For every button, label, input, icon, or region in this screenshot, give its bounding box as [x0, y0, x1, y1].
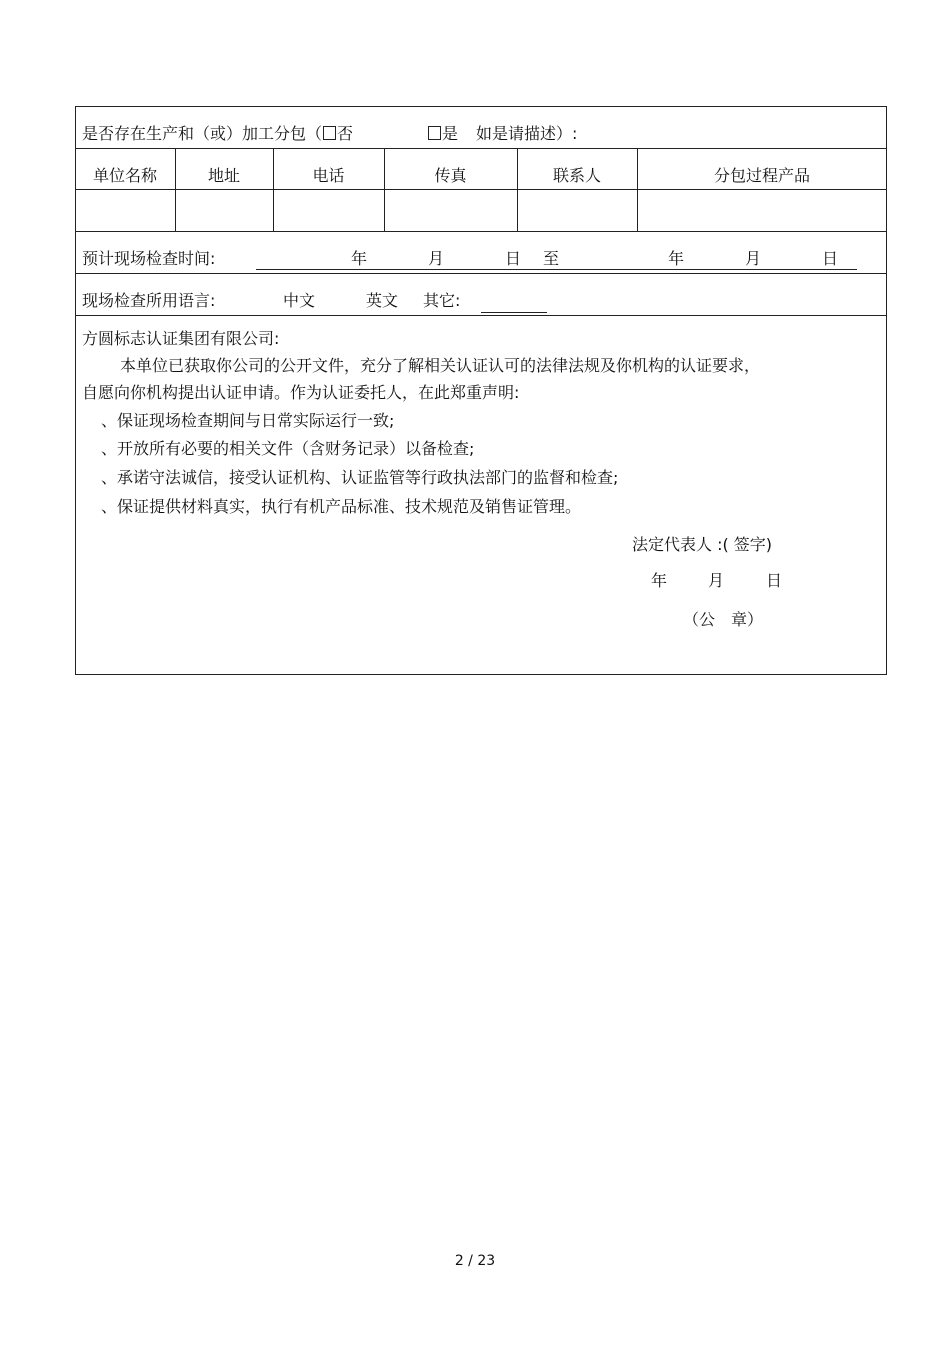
- divider: [75, 315, 887, 316]
- signature-date-year: 年: [651, 571, 668, 590]
- divider: [75, 273, 887, 274]
- divider: [75, 148, 887, 149]
- cell-fax[interactable]: [385, 190, 517, 231]
- declaration-item-1: 、保证现场检查期间与日常实际运行一致;: [101, 411, 395, 430]
- declaration-addressee: 方圆标志认证集团有限公司:: [82, 329, 280, 348]
- option-yes-label: 是: [442, 124, 459, 143]
- header-phone: 电话: [312, 166, 345, 185]
- cell-contact[interactable]: [518, 190, 637, 231]
- language-label: 现场检查所用语言:: [82, 291, 216, 310]
- inspection-date-underline[interactable]: [256, 269, 857, 270]
- inspection-month-1: 月: [428, 249, 445, 268]
- inspection-year-2: 年: [668, 249, 685, 268]
- inspection-year-1: 年: [351, 249, 368, 268]
- subcontract-question-text: 是否存在生产和（或）加工分包（: [82, 124, 323, 143]
- language-other-label: 其它:: [423, 291, 461, 310]
- page-number: 2 / 23: [454, 1253, 496, 1269]
- declaration-paragraph-line-2: 自愿向你机构提出认证申请。作为认证委托人，在此郑重声明:: [82, 383, 520, 402]
- inspection-time-label: 预计现场检查时间:: [82, 249, 216, 268]
- language-other-field[interactable]: [481, 312, 547, 313]
- cell-address[interactable]: [176, 190, 273, 231]
- inspection-day-2: 日: [822, 249, 839, 268]
- header-fax: 传真: [434, 166, 467, 185]
- subcontract-yes: [428, 124, 458, 144]
- header-address: 地址: [207, 166, 240, 185]
- signature-date-month: 月: [708, 571, 725, 590]
- header-unit-name: 单位名称: [92, 166, 157, 185]
- official-seal-label: （公 章）: [683, 610, 764, 629]
- divider: [75, 231, 887, 232]
- header-subcontract-product: 分包过程产品: [713, 166, 810, 185]
- language-option-chinese[interactable]: 中文: [283, 291, 316, 310]
- subcontract-describe: 如是请描述）:: [476, 124, 578, 143]
- declaration-item-3: 、承诺守法诚信，接受认证机构、认证监管等行政执法部门的监督和检查;: [101, 468, 619, 487]
- inspection-day-1: 日: [505, 249, 522, 268]
- signature-date-day: 日: [766, 571, 783, 590]
- cell-unit-name[interactable]: [76, 190, 175, 231]
- language-option-english[interactable]: 英文: [366, 291, 399, 310]
- header-contact: 联系人: [552, 166, 601, 185]
- signature-label[interactable]: 法定代表人 :( 签字): [632, 535, 773, 554]
- inspection-month-2: 月: [745, 249, 762, 268]
- cell-phone[interactable]: [274, 190, 384, 231]
- cell-subcontract-product[interactable]: [638, 190, 886, 231]
- declaration-paragraph-line-1: 本单位已获取你公司的公开文件，充分了解相关认证认可的法律法规及你机构的认证要求，: [120, 356, 761, 375]
- checkbox-yes[interactable]: [428, 126, 441, 140]
- subcontract-question: [82, 124, 353, 144]
- inspection-to: 至: [543, 249, 560, 268]
- declaration-item-2: 、开放所有必要的相关文件（含财务记录）以备检查;: [101, 439, 475, 458]
- checkbox-no[interactable]: [323, 126, 336, 140]
- declaration-item-4: 、保证提供材料真实，执行有机产品标准、技术规范及销售证管理。: [101, 497, 582, 516]
- option-no-label: 否: [337, 124, 354, 143]
